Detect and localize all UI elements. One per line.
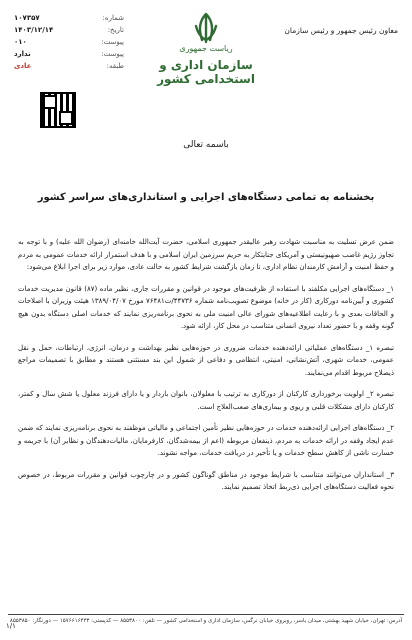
qr-code-icon — [40, 92, 76, 128]
meta-value: ندارد — [14, 50, 31, 58]
intro-paragraph: ضمن عرض تسلیت به مناسبت شهادت رهبر عالیقدر جمهوری اسلامی، حضرت آیت‌الله خامنه‌ای (رضوان الله علیه) و با توجه به تجاوز رژیم غاصب صهیونیستی و آمریکای جنایتکار به حریم سرزمین ایران اسلامی و با هدف استمرار ارائه خدمات عمومی به مردم و حفظ امنیت و آرامش کارمندان نظام اداری، تا زمان بازگشت شرایط کشور به حالت عادی، موارد زیر برای اجرا ابلاغ می‌شود: — [18, 238, 394, 271]
emblem-icon — [186, 12, 226, 44]
meta-value: ۱۰۷۳۵۷ — [14, 14, 40, 22]
clause-3: ۳_ استانداران می‌توانند متناسب با شرایط موجود در مناطق گوناگون کشور و در چارچوب قوانین و مقررات مربوط، در خصوص نحوه فعالیت دستگاه‌های اجرایی ذی‌ربط اتخاذ تصمیم نمایند. — [18, 470, 394, 491]
meta-label: پیوست: — [101, 38, 124, 46]
clause-1: ۱_ دستگاه‌های اجرایی مکلفند با استفاده از ظرفیت‌های موجود در قوانین و مقررات جاری، نظیر ماده (۸۷) قانون مدیریت خدمات کشوری و آیین‌نامه دورکاری (کار در خانه) موضوع تصویب‌نامه شماره ۴۴۷۳۶/ت۷۶۴۸۱ مورخ ۱۳۸۹/۰۴/۰۷ هیئت وزیران با اصلاحات و الحاقات بعدی و با رعایت اطلاعیه‌های شورای عالی امنیت ملی به نحوی برنامه‌ریزی نمایند که خدمات اصلی دستگاه بدون هیچ گونه وقفه و با حضور تعداد نیروی انسانی متناسب در محل کار، ارائه شود. — [18, 284, 395, 330]
meta-row — [14, 48, 124, 60]
meta-label: پیوست: — [101, 50, 124, 58]
letter-metadata — [14, 12, 124, 72]
meta-value: عادی — [14, 62, 32, 70]
meta-value: ۰۱۰ — [14, 38, 27, 46]
note-2: تبصره ۲_ اولویت برخورداری کارکنان از دورکاری به ترتیب با معلولان، بانوان باردار و یا دارای فرزند معلول یا شش سال و کمتر، کارکنان دارای مشکلات قلبی و ریوی و بیماری‌های صعب‌العلاج است. — [18, 390, 394, 411]
meta-value: ۱۴۰۳/۱۲/۱۴ — [14, 26, 54, 34]
meta-label: تاریخ: — [107, 26, 124, 34]
org-subtitle: ریاست جمهوری — [179, 44, 233, 53]
document-body — [18, 236, 394, 503]
deputy-title: معاون رئیس جمهور و رئیس سازمان — [284, 26, 398, 35]
bismillah: باسمه تعالی — [183, 140, 229, 150]
footer-address: آدرس: تهران، خیابان شهید بهشتی، میدان یاسر، روبروی خیابان نرگس، سازمان اداری و استخدامی کشور — تلفن: ۸۵۵۳۸۰۰ — کدپستی: ۱۵۷۶۶۱۶۴۴۳ — دورنگار: ۸۵۵۳۸۵۰ — [8, 614, 404, 624]
page-number: ۱/۱ — [6, 622, 16, 630]
org-name: سازمان اداری و استخدامی کشور — [157, 58, 255, 86]
document-title: بخشنامه به تمامی دستگاه‌های اجرایی و استانداری‌های سراسر کشور — [37, 192, 375, 203]
note-1: تبصره ۱_ دستگاه‌های عملیاتی ارائه‌دهنده خدمات ضروری در حوزه‌هایی نظیر بهداشت و درمان، انرژی، ارتباطات، حمل و نقل عمومی، خدمات شهری، آتش‌نشانی، امنیتی، انتظامی و دفاعی از شمول این بند مستثنی هستند و مطابق با تصمیمات مراجع ذیصلاح مربوط اقدام می‌نمایند. — [18, 343, 395, 377]
meta-row — [14, 12, 124, 24]
meta-row — [14, 24, 124, 36]
clause-2: ۲_ دستگاه‌های اجرایی ارائه‌دهنده خدمات در حوزه‌هایی نظیر تأمین اجتماعی و مالیاتی موظفند به نحوی برنامه‌ریزی نمایند که ضمن عدم ایجاد وقفه در ارائه خدمات به مردم، ذینفعان مربوطه (اعم از بیمه‌شدگان، کارفرمایان، مالیات‌دهندگان و نظایر آن) با جریمه و خسارت ناشی از کاهش سطح خدمات و یا تأخیر در دریافت خدمات، مواجه نشوند. — [18, 424, 394, 457]
meta-row — [14, 60, 124, 72]
meta-label: شماره: — [102, 14, 124, 22]
meta-row — [14, 36, 124, 48]
meta-label: طبقه: — [106, 62, 124, 70]
